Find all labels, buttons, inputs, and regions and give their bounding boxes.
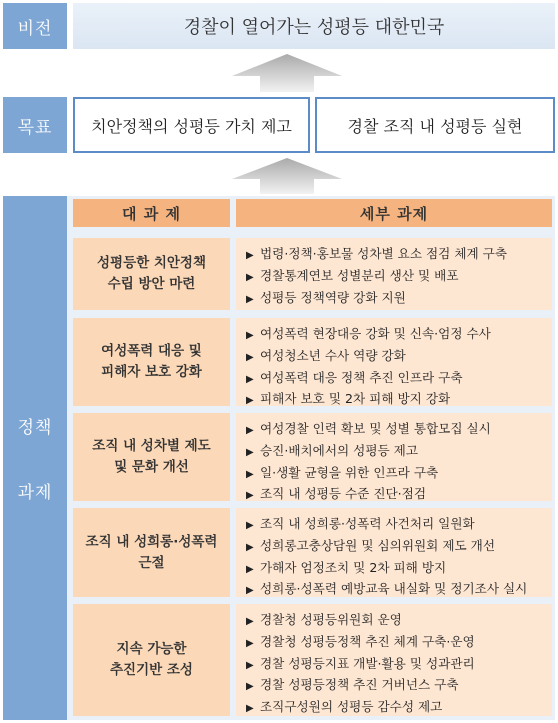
bullet-icon: ▶ bbox=[246, 563, 254, 575]
sub-task-item bbox=[246, 632, 546, 654]
main-task-text: 조직 내 성희롱·성폭력 bbox=[85, 533, 218, 550]
main-task-text: 추진기반 조성 bbox=[110, 662, 193, 678]
main-task-4 bbox=[73, 508, 230, 597]
sub-task-item bbox=[246, 389, 546, 411]
bullet-icon: ▶ bbox=[246, 520, 254, 531]
bullet-icon: ▶ bbox=[246, 616, 254, 627]
bullet-icon: ▶ bbox=[246, 293, 254, 305]
goal-box-2 bbox=[315, 97, 555, 153]
policy-label bbox=[3, 196, 67, 720]
main-task-text: 수립 방안 마련 bbox=[107, 276, 196, 292]
bullet-icon: ▶ bbox=[246, 373, 254, 385]
bullet-icon: ▶ bbox=[246, 468, 254, 480]
bullet-icon: ▶ bbox=[246, 681, 254, 693]
bullet-icon: ▶ bbox=[246, 490, 254, 502]
bullet-icon: ▶ bbox=[246, 541, 254, 553]
sub-task-text: 성평등 정책역량 강화 지원 bbox=[260, 289, 406, 305]
sub-task-text: 조직 내 성평등 수준 진단·점검 bbox=[260, 486, 427, 502]
goal-text-1: 치안정책의 성평등 가치 제고 bbox=[91, 116, 292, 136]
vision-label-text: 비전 bbox=[17, 18, 53, 39]
vision-label bbox=[3, 3, 67, 49]
sub-task-item bbox=[246, 266, 546, 288]
sub-task-item bbox=[246, 346, 546, 368]
sub-task-item bbox=[246, 579, 546, 601]
sub-task-text: 조직구성원의 성평등 감수성 제고 bbox=[260, 699, 443, 715]
main-task-3 bbox=[73, 413, 230, 501]
main-task-5 bbox=[73, 604, 230, 716]
sub-task-item bbox=[246, 558, 546, 580]
sub-task-item bbox=[246, 610, 546, 632]
bullet-icon: ▶ bbox=[246, 395, 254, 407]
main-task-text: 지속 가능한 bbox=[116, 641, 187, 657]
sub-task-text: 성희롱고충상담원 및 심의위원회 제도 개선 bbox=[260, 537, 495, 553]
sub-task-item bbox=[246, 675, 546, 697]
sub-task-item bbox=[246, 654, 546, 676]
bullet-icon: ▶ bbox=[246, 425, 254, 436]
vision-box bbox=[73, 3, 555, 49]
bullet-icon: ▶ bbox=[246, 446, 254, 458]
sub-task-text: 가해자 엄정조치 및 2차 피해 방지 bbox=[260, 559, 447, 575]
sub-task-list-5 bbox=[236, 604, 552, 716]
sub-task-item bbox=[246, 441, 546, 463]
sub-task-text: 승진·배치에서의 성평등 제고 bbox=[260, 442, 418, 458]
bullet-icon: ▶ bbox=[246, 703, 254, 715]
vision-text: 경찰이 열어가는 성평등 대한민국 bbox=[183, 17, 445, 38]
main-task-text: 조직 내 성차별 제도 bbox=[92, 438, 211, 454]
sub-task-text: 조직 내 성희롱·성폭력 사건처리 일원화 bbox=[260, 516, 475, 531]
sub-task-item bbox=[246, 419, 546, 441]
bullet-icon: ▶ bbox=[246, 637, 254, 649]
bullet-icon: ▶ bbox=[246, 351, 254, 363]
column-header-sub-text: 세부 과제 bbox=[359, 204, 429, 223]
sub-task-text: 여성폭력 현장대응 강화 및 신속·엄정 수사 bbox=[260, 326, 491, 341]
main-task-text: 성평등한 치안정책 bbox=[96, 255, 207, 271]
sub-task-list-4 bbox=[236, 508, 552, 597]
main-task-text: 피해자 보호 강화 bbox=[101, 364, 202, 380]
bullet-icon: ▶ bbox=[246, 659, 254, 671]
policy-label-line2: 과제 bbox=[17, 483, 53, 503]
column-header-main-text: 대 과 제 bbox=[122, 204, 181, 223]
sub-task-item bbox=[246, 697, 546, 719]
up-arrow-icon bbox=[232, 158, 342, 194]
sub-task-item bbox=[246, 368, 546, 390]
sub-task-item bbox=[246, 484, 546, 506]
sub-task-item bbox=[246, 463, 546, 485]
up-arrow-icon bbox=[232, 54, 342, 92]
sub-task-text: 법령·정책·홍보물 성차별 요소 점검 체계 구축 bbox=[260, 246, 508, 261]
bullet-icon: ▶ bbox=[246, 585, 254, 597]
goal-text-2: 경찰 조직 내 성평등 실현 bbox=[347, 116, 523, 136]
goal-box-1 bbox=[73, 97, 310, 153]
sub-task-item bbox=[246, 536, 546, 558]
bullet-icon: ▶ bbox=[246, 330, 254, 341]
sub-task-text: 성희롱·성폭력 예방교육 내실화 및 정기조사 실시 bbox=[260, 581, 528, 597]
sub-task-item bbox=[246, 514, 546, 536]
sub-task-item bbox=[246, 288, 546, 310]
sub-task-text: 경찰청 성평등위원회 운영 bbox=[260, 612, 402, 627]
sub-task-text: 여성청소년 수사 역량 강화 bbox=[260, 347, 406, 363]
sub-task-list-3 bbox=[236, 413, 552, 501]
policy-label-line1: 정책 bbox=[17, 418, 53, 438]
sub-task-text: 피해자 보호 및 2차 피해 방지 강화 bbox=[260, 391, 451, 407]
column-header-main bbox=[73, 199, 230, 227]
sub-task-list-1 bbox=[236, 238, 552, 310]
goal-label bbox=[3, 97, 67, 153]
sub-task-item bbox=[246, 244, 546, 266]
main-task-2 bbox=[73, 318, 230, 406]
main-task-text: 여성폭력 대응 및 bbox=[101, 343, 202, 359]
main-task-text: 및 문화 개선 bbox=[114, 459, 189, 475]
sub-task-text: 경찰청 성평등정책 추진 체계 구축·운영 bbox=[260, 633, 475, 649]
bullet-icon: ▶ bbox=[246, 250, 254, 261]
column-header-sub bbox=[236, 199, 552, 227]
sub-task-text: 일·생활 균형을 위한 인프라 구축 bbox=[260, 464, 439, 480]
main-task-1 bbox=[73, 238, 230, 310]
sub-task-text: 여성경찰 인력 확보 및 성별 통합모집 실시 bbox=[260, 421, 491, 436]
sub-task-text: 경찰통계연보 성별분리 생산 및 배포 bbox=[260, 267, 459, 283]
bullet-icon: ▶ bbox=[246, 271, 254, 283]
sub-task-text: 경찰 성평등정책 추진 거버넌스 구축 bbox=[260, 677, 459, 693]
main-task-text: 근절 bbox=[138, 554, 165, 571]
goal-label-text: 목표 bbox=[17, 117, 53, 138]
sub-task-text: 경찰 성평등지표 개발·활용 및 성과관리 bbox=[260, 655, 475, 671]
sub-task-text: 여성폭력 대응 정책 추진 인프라 구축 bbox=[260, 369, 463, 385]
sub-task-item bbox=[246, 324, 546, 346]
sub-task-list-2 bbox=[236, 318, 552, 406]
